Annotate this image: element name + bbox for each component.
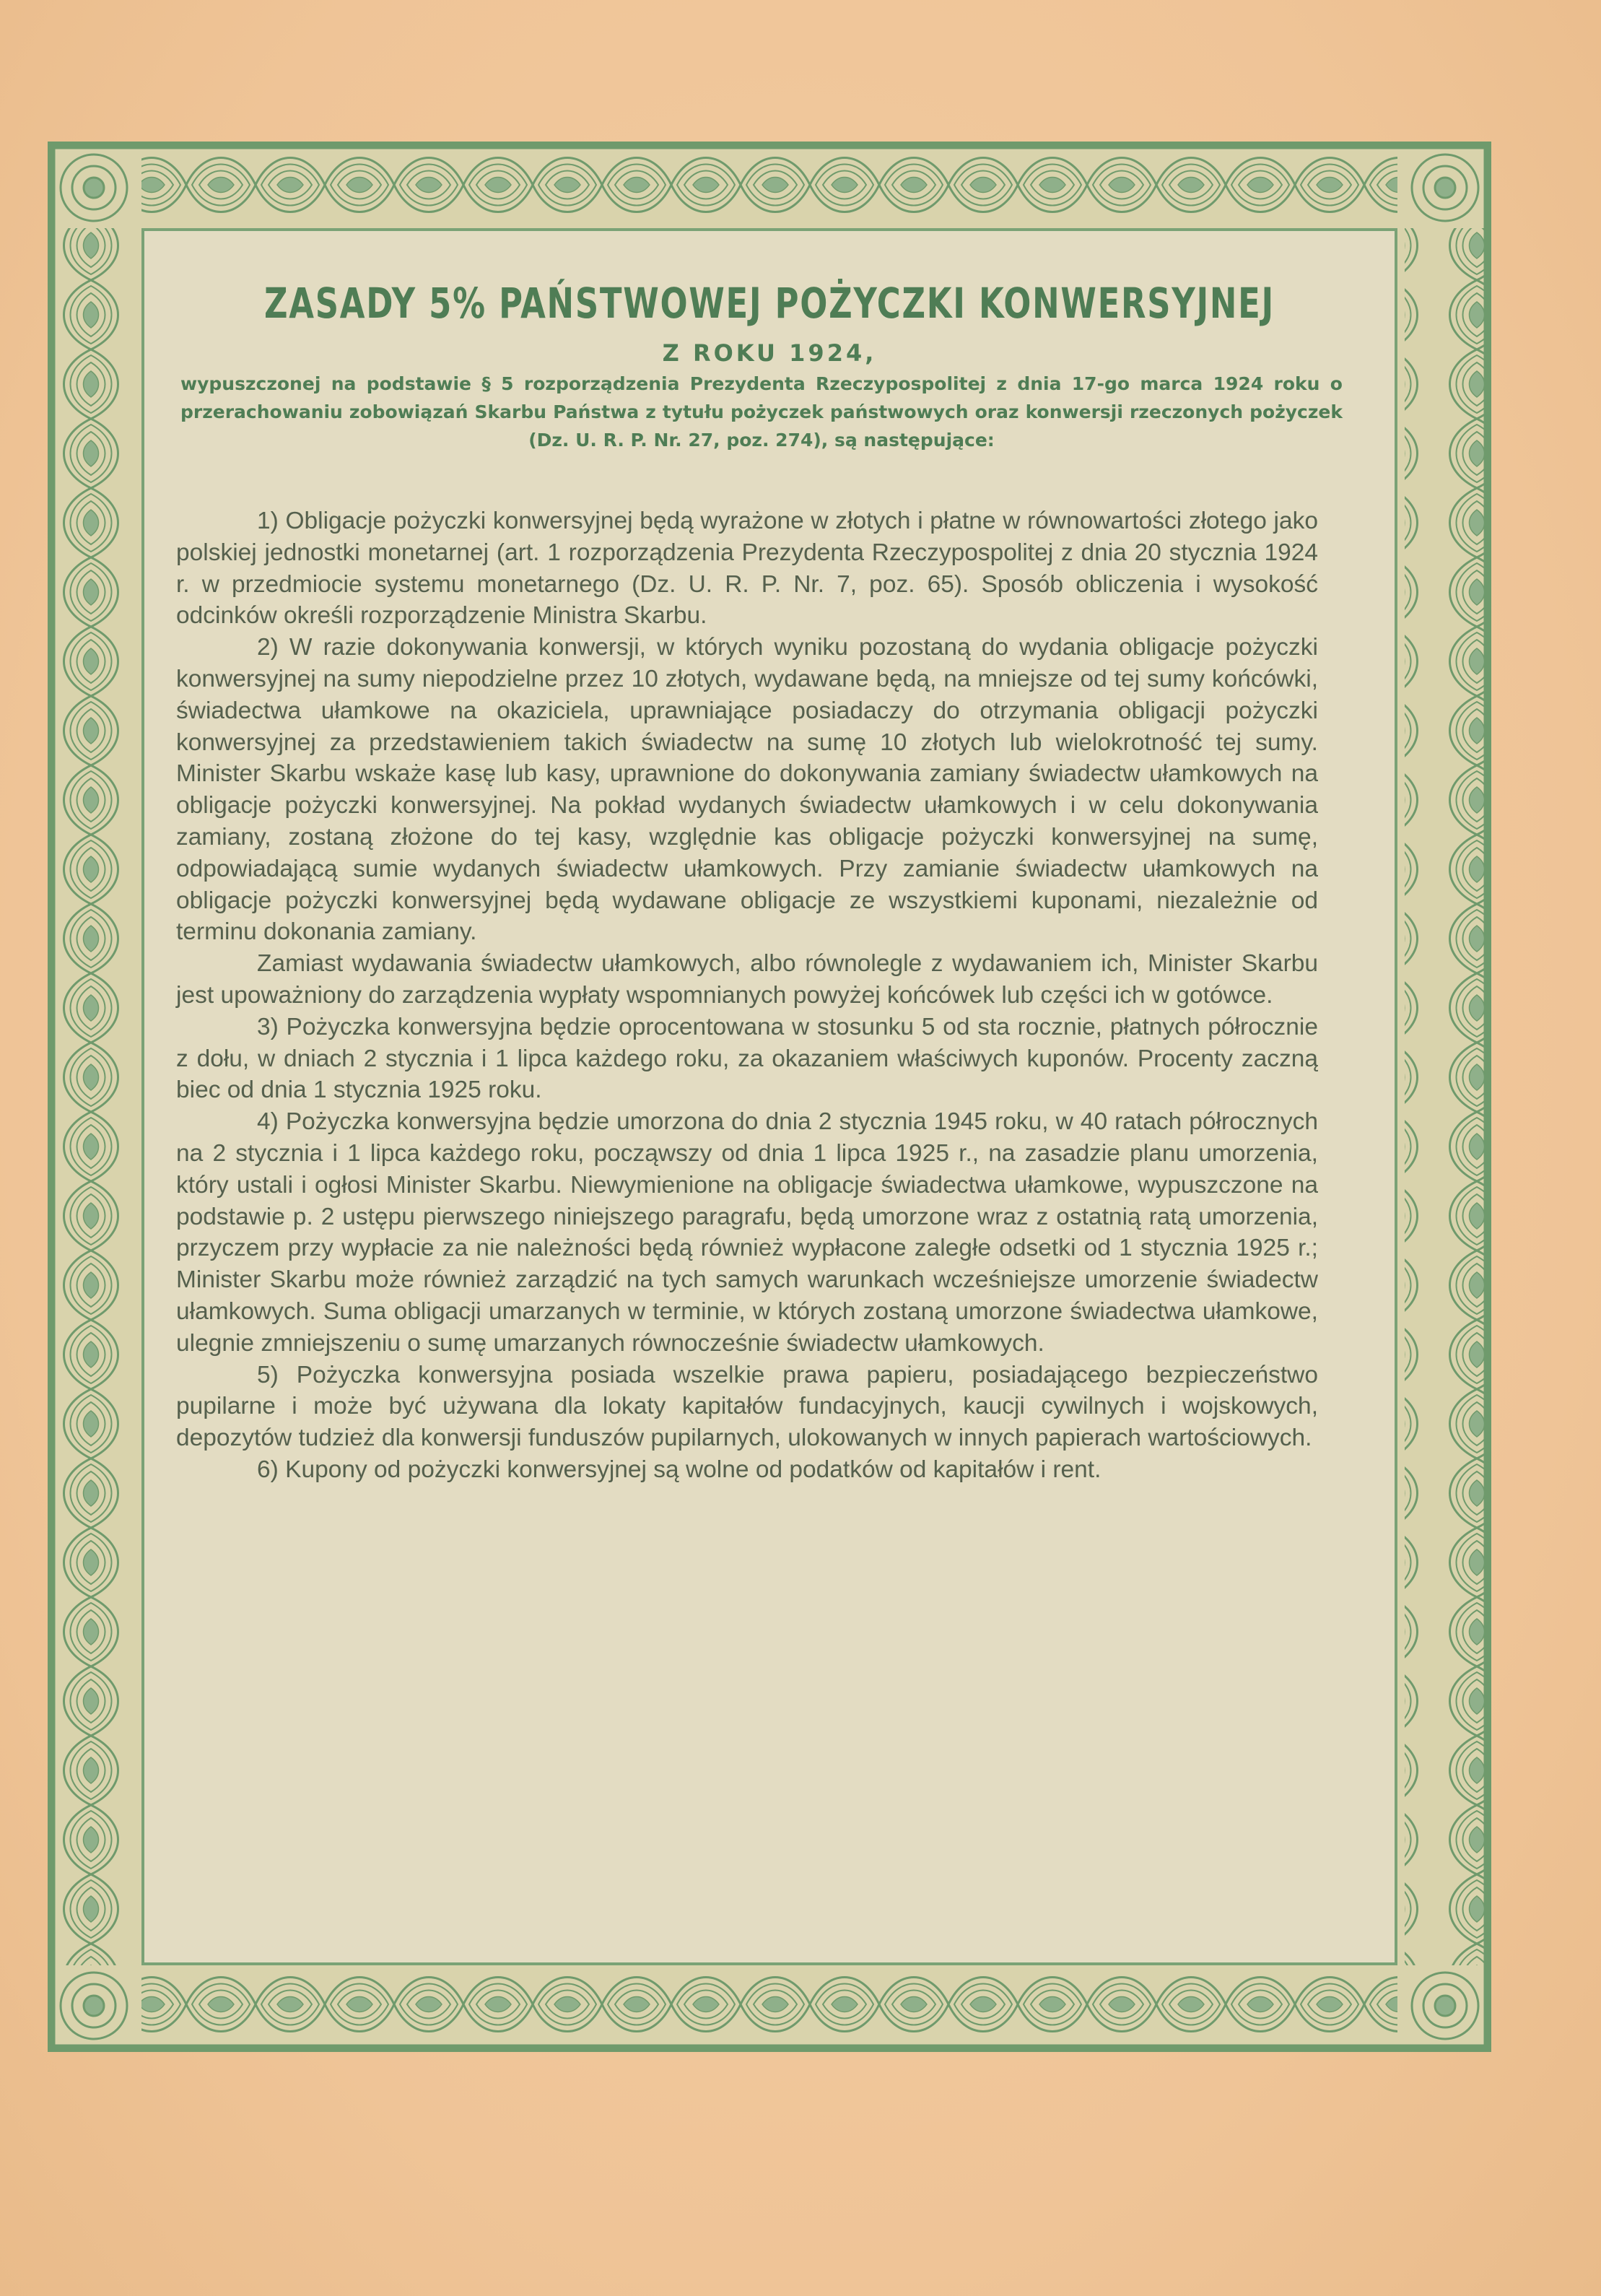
document-body xyxy=(176,505,1318,1486)
paragraph-2-continued: Zamiast wydawania świadectw ułamkowych, albo równolegle z wydawaniem ich, Minister Skarbu jest upoważniony do zarządzenia wypłaty wspomnianych powyżej końcówek lub części ich w gotówce. xyxy=(176,950,1318,1009)
paragraph-1: 1) Obligacje pożyczki konwersyjnej będą wyrażone w złotych i płatne w równowartości złotego jako polskiej jednostki monetarnej (art. 1 rozporządzenia Prezydenta Rzeczypospolitej z dnia 20 stycznia 1924 r. w przedmiocie systemu monetarnego (Dz. U. R. P. Nr. 7, poz. 65). Sposób obliczenia i wysokość odcinków określi rozporządzenie Ministra Skarbu. xyxy=(176,508,1318,630)
paragraph-3: 3) Pożyczka konwersyjna będzie oprocentowana w stosunku 5 od sta rocznie, płatnych półrocznie z dołu, w dniach 2 stycznia i 1 lipca każdego roku, za okazaniem właściwych kuponów. Procenty zaczną biec od dnia 1 stycznia 1925 roku. xyxy=(176,1013,1318,1104)
document-title: ZASADY 5% PAŃSTWOWEJ POŻYCZKI KONWERSYJNEJ xyxy=(264,279,1275,328)
paragraph-5: 5) Pożyczka konwersyjna posiada wszelkie prawa papieru, posiadającego bezpieczeństwo pupilarne i może być używana dla lokaty kapitałów fundacyjnych, kaucji cywilnych i wojskowych, depozytów tudzież dla konwersji funduszów pupilarnych, ulokowanych w innych papierach wartościowych. xyxy=(176,1361,1318,1452)
paragraph-4: 4) Pożyczka konwersyjna będzie umorzona do dnia 2 stycznia 1945 roku, w 40 ratach półrocznych na 2 stycznia i 1 lipca każdego roku, począwszy od dnia 1 lipca 1925 r., na zasadzie planu umorzenia, który ustali i ogłosi Minister Skarbu. Niewymienione na obligacje świadectwa ułamkowe, wypuszczone na podstawie p. 2 ustępu pierwszego niniejszego paragrafu, będą umorzone wraz z ostatnią ratą umorzenia, przyczem przy wypłacie za nie należności będą również wypłacone zaległe odsetki od 1 stycznia 1925 r.; Minister Skarbu może również zarządzić na tych samych warunkach wcześniejsze umorzenie świadectw ułamkowych. Suma obligacji umarzanych w terminie, w których zostaną umorzone świadectwa ułamkowe, ulegnie zmniejszeniu o sumę umarzanych równocześnie świadectw ułamkowych. xyxy=(176,1108,1318,1357)
document-intro: wypuszczonej na podstawie § 5 rozporządzenia Prezydenta Rzeczypospolitej z dnia 17-go marca 1924 roku o przerachowaniu zobowiązań Skarbu Państwa z tytułu pożyczek państwowych oraz konwersji rzeczonych pożyczek (Dz. U. R. P. Nr. 27, poz. 274), są następujące: xyxy=(180,373,1343,451)
paragraph-6: 6) Kupony od pożyczki konwersyjnej są wolne od podatków od kapitałów i rent. xyxy=(257,1456,1101,1483)
document-subtitle: Z ROKU 1924, xyxy=(662,339,877,367)
paragraph-2: 2) W razie dokonywania konwersji, w których wyniku pozostaną do wydania obligacje pożyczki konwersyjnej na sumy niepodzielne przez 10 złotych, wydawane będą, na mniejsze od tej sumy końcówki, świadectwa ułamkowe na okaziciela, uprawniające posiadaczy do otrzymania obligacji pożyczki konwersyjnej za przedstawieniem takich świadectw na sumę 10 złotych lub wielokrotność tej sumy. Minister Skarbu wskaże kasę lub kasy, uprawnione do dokonywania zamiany świadectw ułamkowych na obligacje pożyczki konwersyjnej. Na pokład wydanych świadectw ułamkowych i w celu dokonywania zamiany, zostaną złożone do tej kasy, względnie kas obligacje pożyczki konwersyjnej na sumę, odpowiadającą sumie wydanych świadectw ułamkowych. Przy zamianie świadectw ułamkowych na obligacje pożyczki konwersyjnej będą wydawane obligacje ze wszystkiemi kuponami, niezależnie od terminu dokonania zamiany. xyxy=(176,634,1318,946)
